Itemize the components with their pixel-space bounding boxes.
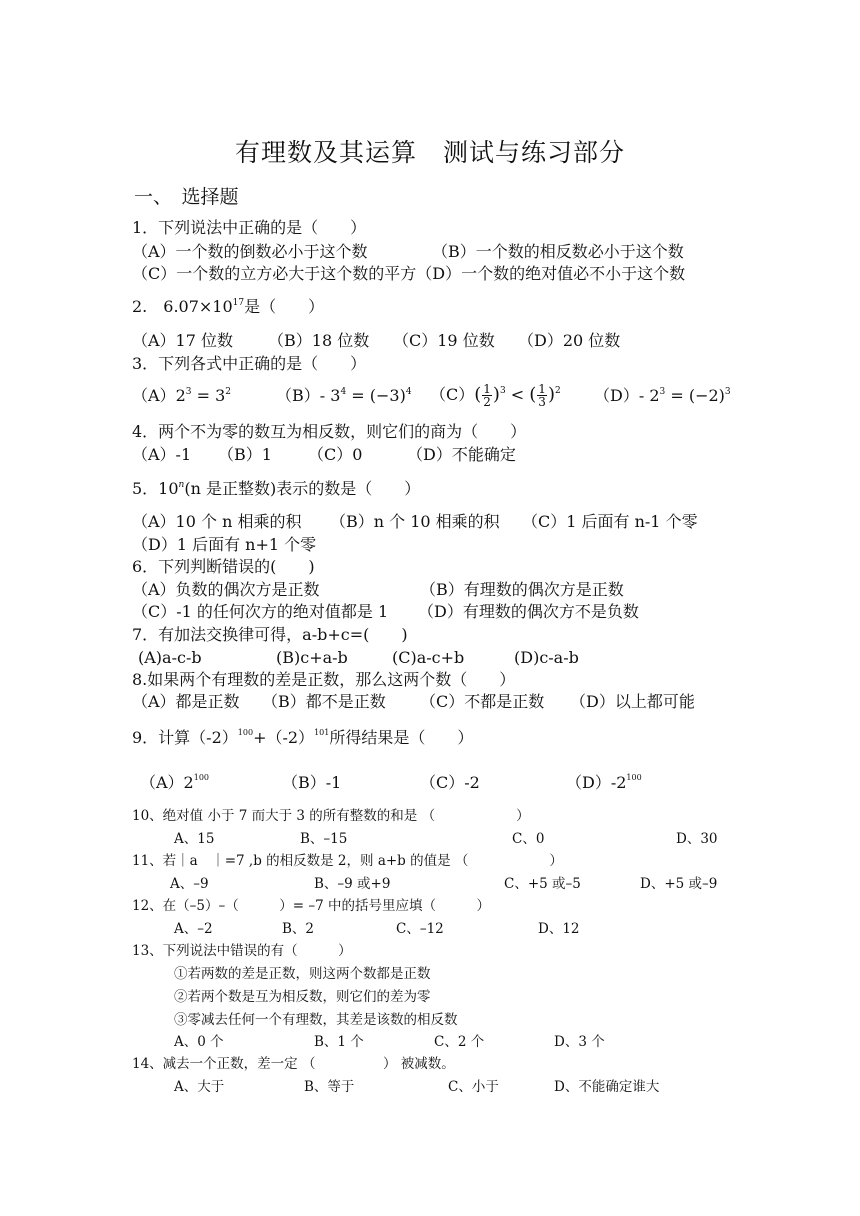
question-9-option-a — [140, 773, 209, 793]
question-7-option-d: (D)c-a-b — [514, 648, 579, 667]
q3-a-rhs: = 3 — [191, 386, 226, 405]
question-14-option-d: D、不能确定谁大 — [554, 1079, 660, 1095]
question-7-option-b: (B)c+a-b — [276, 648, 348, 667]
question-5-option-a: （A）10 个 n 相乘的积 — [132, 512, 302, 531]
question-8-option-b: （B）都不是正数 — [262, 692, 386, 711]
q3-b-exp1: 4 — [340, 387, 347, 397]
question-4-stem: 4．两个不为零的数互为相反数，则它们的商为（ ） — [132, 422, 527, 441]
q3-c-less-than: < — [505, 385, 530, 404]
q9-stem-prefix: 9．计算（-2） — [132, 728, 238, 747]
question-8-option-d: （D）以上都可能 — [570, 692, 695, 711]
question-2-option-b: （B）18 位数 — [268, 331, 370, 350]
question-2-stem — [132, 297, 324, 317]
q3-d-label: （D） — [594, 386, 639, 405]
question-11-option-d: D、+5 或–9 — [640, 876, 718, 892]
section-heading: 一、 选择题 — [134, 186, 239, 208]
question-9-option-b: （B）-1 — [282, 773, 342, 792]
q2-exponent: 17 — [232, 298, 245, 308]
question-14-option-c: C、小于 — [448, 1079, 499, 1095]
q3-d-exp2: 3 — [724, 387, 731, 397]
question-1-options-c-d: （C）一个数的立方必大于这个数的平方（D）一个数的绝对值必不小于这个数 — [132, 264, 686, 283]
question-5-option-d: （D）1 后面有 n+1 个零 — [132, 535, 317, 554]
question-9-option-c: （C）-2 — [420, 773, 480, 792]
q9-d-base: （D）-2 — [566, 773, 627, 792]
question-8-stem: 8.如果两个有理数的差是正数，那么这两个数（ ） — [132, 670, 516, 689]
question-4-option-d: （D）不能确定 — [407, 445, 516, 464]
question-2-option-c: （C）19 位数 — [393, 331, 495, 350]
q9-a-base: （A）2 — [140, 773, 194, 792]
question-13-stem: 13、下列说法中错误的有（ ） — [132, 943, 352, 959]
q3-b-rhs: = (−3) — [346, 386, 406, 405]
question-6-option-b: （B）有理数的偶次方是正数 — [420, 580, 624, 599]
question-12-option-d: D、12 — [538, 921, 580, 937]
question-7-option-c: (C)a-c+b — [392, 648, 465, 667]
question-5-stem — [132, 479, 420, 499]
q3-c-label: （C） — [430, 385, 475, 404]
question-11-option-a: A、–9 — [170, 876, 209, 892]
question-3-stem: 3．下列各式中正确的是（ ） — [132, 354, 367, 373]
question-11-option-b: B、–9 或+9 — [314, 876, 391, 892]
question-13-statement-3: ③零减去任何一个有理数，其差是该数的相反数 — [174, 1012, 458, 1028]
q9-a-exponent: 100 — [193, 773, 210, 782]
question-13-option-c: C、2 个 — [434, 1034, 485, 1050]
q3-c-exp1: 3 — [499, 386, 506, 396]
q3-a-base: 2 — [175, 386, 186, 405]
question-8-option-c: （C）不都是正数 — [420, 692, 545, 711]
q3-d-rhs: = (−2) — [665, 386, 725, 405]
question-10-stem: 10、绝对值 小于 7 而大于 3 的所有整数的和是 （ ） — [132, 808, 530, 824]
q9-stem-middle: +（-2） — [253, 728, 315, 747]
question-4-option-b: （B）1 — [218, 445, 272, 464]
question-14-stem: 14、减去一个正数，差一定 （ ） 被减数。 — [132, 1056, 455, 1072]
question-11-stem: 11、若｜a ｜=7 ,b 的相反数是 2，则 a+b 的值是 （ ） — [132, 853, 563, 869]
q3-c-fraction-1: $\frac{1}{2}$ — [483, 382, 491, 409]
question-12-option-c: C、–12 — [396, 921, 444, 937]
question-6-stem: 6．下列判断错误的( ) — [132, 557, 315, 576]
question-2-option-a: （A）17 位数 — [132, 331, 234, 350]
question-12-option-b: B、2 — [282, 921, 315, 937]
q3-d-lhs: - 2 — [638, 386, 660, 405]
question-10-option-d: D、30 — [676, 831, 718, 847]
question-1-option-b: （B）一个数的相反数必小于这个数 — [432, 242, 684, 261]
q9-d-exponent: 100 — [626, 773, 642, 782]
question-11-option-c: C、+5 或–5 — [504, 876, 581, 892]
question-13-option-d: D、3 个 — [554, 1034, 605, 1050]
question-12-option-a: A、–2 — [174, 921, 213, 937]
question-6-option-c: （C）-1 的任何次方的绝对值都是 1 — [132, 602, 389, 621]
question-3-option-d — [594, 386, 731, 406]
q9-stem-suffix: 所得结果是（ ） — [329, 728, 474, 747]
question-4-option-a: （A）-1 — [132, 445, 192, 464]
q5-exponent: n — [178, 480, 185, 490]
q3-b-lhs: - 3 — [319, 386, 341, 405]
q3-c-fraction-2: $\frac{1}{3}$ — [538, 382, 546, 409]
question-2-option-d: （D）20 位数 — [518, 331, 621, 350]
page-title: 有理数及其运算 测试与练习部分 — [234, 138, 625, 167]
question-14-option-b: B、等于 — [304, 1079, 355, 1095]
question-7-stem: 7．有加法交换律可得，a-b+c=( ) — [132, 625, 408, 644]
question-3-option-c: （C）( $\frac{1}{2}$ )$^3$ < ( $\frac{1}{3}$ )$^2$ — [430, 382, 561, 409]
question-14-option-a: A、大于 — [174, 1079, 225, 1095]
question-13-statement-1: ①若两数的差是正数，则这两个数都是正数 — [174, 966, 431, 982]
question-9-stem — [132, 728, 473, 748]
q3-d-exp1: 3 — [659, 387, 666, 397]
q2-stem-prefix: 2. 6.07×10 — [132, 297, 233, 316]
question-1-option-a: （A）一个数的倒数必小于这个数 — [132, 242, 368, 261]
question-5-option-c: （C）1 后面有 n-1 个零 — [522, 512, 698, 531]
question-6-option-a: （A）负数的偶次方是正数 — [132, 580, 320, 599]
question-3-option-b — [276, 386, 412, 406]
question-1-stem: 1．下列说法中正确的是（ ） — [132, 218, 367, 237]
q3-a-label: （A） — [132, 386, 176, 405]
q3-b-label: （B） — [276, 386, 320, 405]
q5-stem-suffix: (n 是正整数)表示的数是（ ） — [184, 479, 421, 498]
q5-stem-prefix: 5．10 — [132, 479, 179, 498]
q9-exponent-2: 101 — [314, 728, 330, 737]
question-8-option-a: （A）都是正数 — [132, 692, 240, 711]
q9-exponent-1: 100 — [237, 728, 254, 737]
question-13-statement-2: ②若两个数是互为相反数，则它们的差为零 — [174, 989, 431, 1005]
question-9-option-d — [566, 773, 642, 793]
q3-a-exp2: 2 — [225, 387, 231, 397]
q2-stem-suffix: 是（ ） — [244, 297, 325, 316]
question-10-option-b: B、–15 — [300, 831, 348, 847]
question-13-option-a: A、0 个 — [174, 1034, 224, 1050]
question-6-option-d: （D）有理数的偶次方不是负数 — [418, 602, 639, 621]
question-4-option-c: （C）0 — [308, 445, 363, 464]
question-10-option-c: C、0 — [512, 831, 545, 847]
question-7-option-a: (A)a-c-b — [138, 648, 202, 667]
question-10-option-a: A、15 — [174, 831, 215, 847]
question-13-option-b: B、1 个 — [314, 1034, 364, 1050]
question-12-stem: 12、在（–5）–（ ）= –7 中的括号里应填（ ） — [132, 898, 490, 914]
q3-b-exp2: 4 — [405, 387, 412, 397]
q3-a-exp1: 3 — [185, 387, 192, 397]
question-3-option-a — [132, 386, 231, 406]
question-5-option-b: （B）n 个 10 相乘的积 — [330, 512, 500, 531]
q3-c-exp2: 2 — [554, 386, 561, 396]
